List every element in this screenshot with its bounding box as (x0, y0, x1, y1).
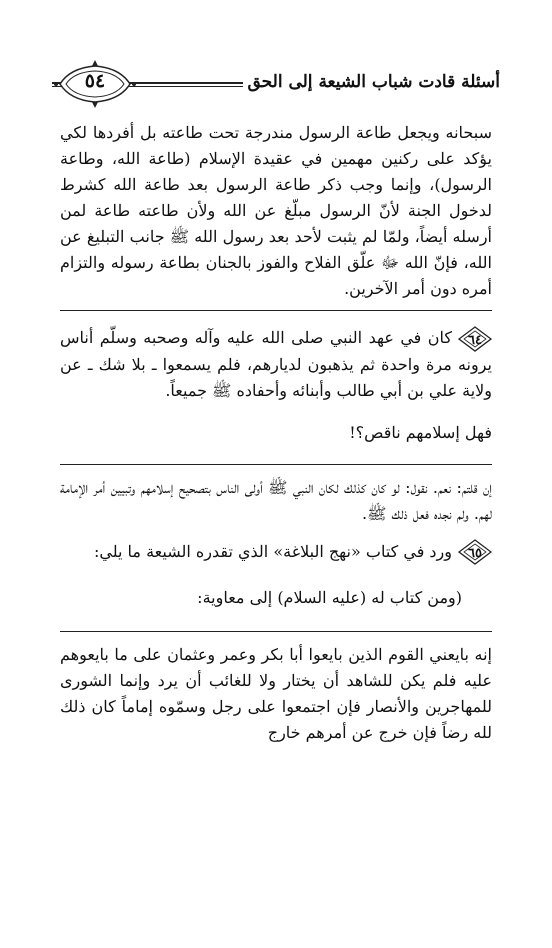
section-number: ٦٤ (468, 332, 482, 348)
section-64-text: كان في عهد النبي صلى الله عليه وآله وصحبه وسلّم أناس يرونه مرة واحدة ثم يذهبون لديارهم، فلم يسمعوا ـ بلا شك ـ عن ولاية علي بن أبي طالب وأبنائه وأحفاده ﷺ جميعاً. (60, 328, 492, 400)
page-content (60, 120, 492, 754)
section-65-quote-intro: (ومن كتاب له (عليه السلام) إلى معاوية: (197, 588, 462, 607)
section-64-question: فهل إسلامهم ناقص؟! (349, 422, 492, 442)
paragraph-intro: سبحانه ويجعل طاعة الرسول مندرجة تحت طاعته بل أفردها لكي يؤكد على ركنين مهمين في عقيدة الإسلام (طاعة الله، وطاعة الرسول)، وإنما وجب ذكر طاعة الرسول بعد طاعة الله كشرط لدخول الجنة لأنّ الرسول مبلّغ عن الله ولأن طاعته طاعة لمن أرسله أيضاً، ولمّا لم يثبت لأحد بعد رسول الله ﷺ جانب التبليغ عن الله، فإنّ الله ﷻ علّق الفلاح والفوز بالجنان بطاعة رسوله والتزام أمره دون أمر الآخرين. (60, 123, 492, 298)
page-number: ٥٤ (84, 70, 106, 92)
section-64-answer: إن قلتم: نعم. نقول: لو كان كذلك لكان النبي ﷺ أولى الناس بتصحيح إسلامهم وتبيين أمر الإمامة لهم. ولم نجده فعل ذلك ﷺ. (60, 477, 492, 523)
section-number-badge (458, 326, 492, 352)
question-divider (60, 464, 492, 465)
section-65 (60, 535, 492, 747)
page-number-ornament (52, 58, 138, 110)
book-title: أسئلة قادت شباب الشيعة إلى الحق (243, 72, 504, 92)
page-header (52, 58, 504, 110)
quote-divider (60, 631, 492, 632)
section-65-body: إنه بايعني القوم الذين بايعوا أبا بكر وعمر وعثمان على ما بايعوهم عليه فلم يكن للشاهد أن يختار ولا للغائب أن يرد وإنما الشورى للمهاجرين والأنصار فإن اجتمعوا على رجل وسمّوه إماماً كان ذلك لله رضاً فإن خرج عن أمرهم خارج (60, 645, 492, 742)
section-divider (60, 310, 492, 311)
section-64 (60, 321, 492, 527)
section-number-badge (458, 539, 492, 565)
section-65-text: ورد في كتاب «نهج البلاغة» الذي تقدره الشيعة ما يلي: (93, 541, 452, 561)
section-number: ٦٥ (468, 546, 482, 561)
